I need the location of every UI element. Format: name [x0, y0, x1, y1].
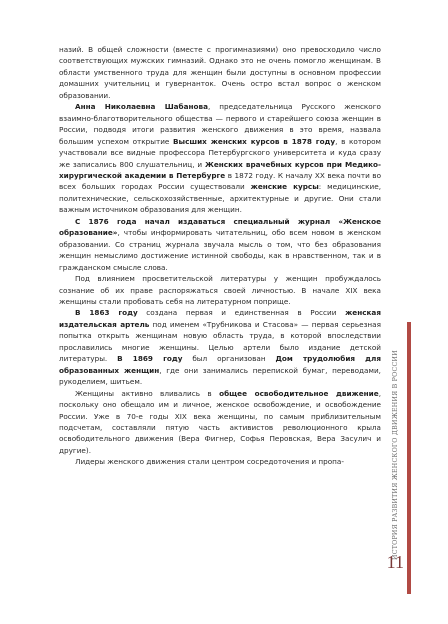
paragraph-5-text-1: создана первая и единственная в России: [137, 308, 346, 318]
paragraph-5-bold-3: В 1869 году: [117, 354, 183, 364]
paragraph-2-bold-3: Женских врачебных курсов при Медико-хирургической академии в Петербурге: [59, 159, 381, 180]
paragraph-7: [59, 456, 381, 467]
paragraph-6-bold-1: общее освободительное движение: [219, 388, 379, 398]
paragraph-5-bold-4: Дом трудолюбия для образованных женщин: [59, 354, 382, 375]
paragraph-3: [59, 216, 381, 273]
paragraph-1: [59, 44, 381, 101]
paragraph-2-text-3: в 1872 году. К началу XX века почти во всех больших городах России существовали: [59, 170, 381, 192]
paragraph-2-bold-4: женские курсы: [250, 182, 319, 192]
paragraph-1-text: назий. В общей сложности (вместе с прогимназиями) оно превосходило число соответствующих мужских гимназий. Однако это не очень помогло женщинам. В области умственного труда для женщин были доступны в основном профессии домашних учительниц и гувернанток. Очень остро встал вопрос о женском образовании.: [59, 45, 381, 100]
paragraph-2-text-2: , в котором участвовали все видные профессора Петербургского университета и куда сразу же записались 800 слушательниц, и: [59, 136, 381, 169]
paragraph-5-text-3: был организован: [182, 354, 276, 364]
paragraph-4: [59, 273, 381, 307]
side-accent-rule: [407, 322, 411, 594]
paragraph-5-bold-1: В 1863 году: [75, 308, 138, 318]
paragraph-2: [59, 101, 381, 216]
paragraph-2-text-1: , председательница Русского женского взаимно-благотворительного общества — первого и старейшего союза женщин в России, подводя итоги развития женского движения в это время, назвала большим успехом открытие: [59, 102, 381, 146]
paragraph-6: [59, 388, 381, 457]
paragraph-4-text: Под влиянием просветительской литературы у женщин пробуждалось сознание об их праве распоряжаться своей личностью. В начале XIX века женщины стали пробовать себя на литературном поприще.: [59, 274, 381, 306]
paragraph-5-bold-2: женская издательская артель: [59, 308, 381, 329]
paragraph-5-text-2: под именем «Трубникова и Стасова» — первая серьезная попытка открыть женщинам новую область труда, в которой впоследствии прославились многие женщины. Целью артели было издание детской литературы.: [59, 319, 381, 364]
paragraph-3-text-1: , чтобы информировать читательниц, обо всем новом в женском образовании. Со страниц журнала звучала мысль о том, что без образования женщин немыслимо достижение истинной свободы, как в нравственном, так и в гражданском смысле слова.: [59, 228, 381, 272]
paragraph-2-bold-1: Анна Николаевна Шабанова: [75, 102, 208, 112]
paragraph-6-text-1: Женщины активно вливались в: [75, 388, 220, 398]
paragraph-2-text-4: : медицинские, политехнические, сельскохозяйственные, архитектурные и другие. Они стали важным источником образования для женщин.: [59, 182, 382, 215]
main-text: [59, 44, 381, 468]
paragraph-5: [59, 307, 381, 387]
paragraph-2-bold-2: Высших женских курсов в 1878 году: [173, 136, 336, 146]
paragraph-3-bold-1: С 1876 года начал издаваться специальный журнал «Женское образование»: [59, 216, 381, 238]
paragraph-5-text-4: , где они занимались перепиской бумаг, переводами, рукоделием, шитьем.: [59, 365, 381, 387]
paragraph-7-text: Лидеры женского движения стали центром сосредоточения и пропа-: [75, 457, 344, 467]
running-title: ИСТОРИЯ РАЗВИТИЯ ЖЕНСКОГО ДВИЖЕНИЯ В РОССИИ: [392, 350, 399, 560]
paragraph-6-text-2: , поскольку оно обещало им и личное, женское освобождение, и освобождение России. Уже в 70-е годы XIX века женщины, по самым приблизительным подсчетам, составляли пятую часть активистов революционного крыла освободительного движения (Вера Фигнер, Софья Перовская, Вера Засулич и другие).: [59, 388, 381, 455]
page-number: 11: [386, 552, 404, 572]
